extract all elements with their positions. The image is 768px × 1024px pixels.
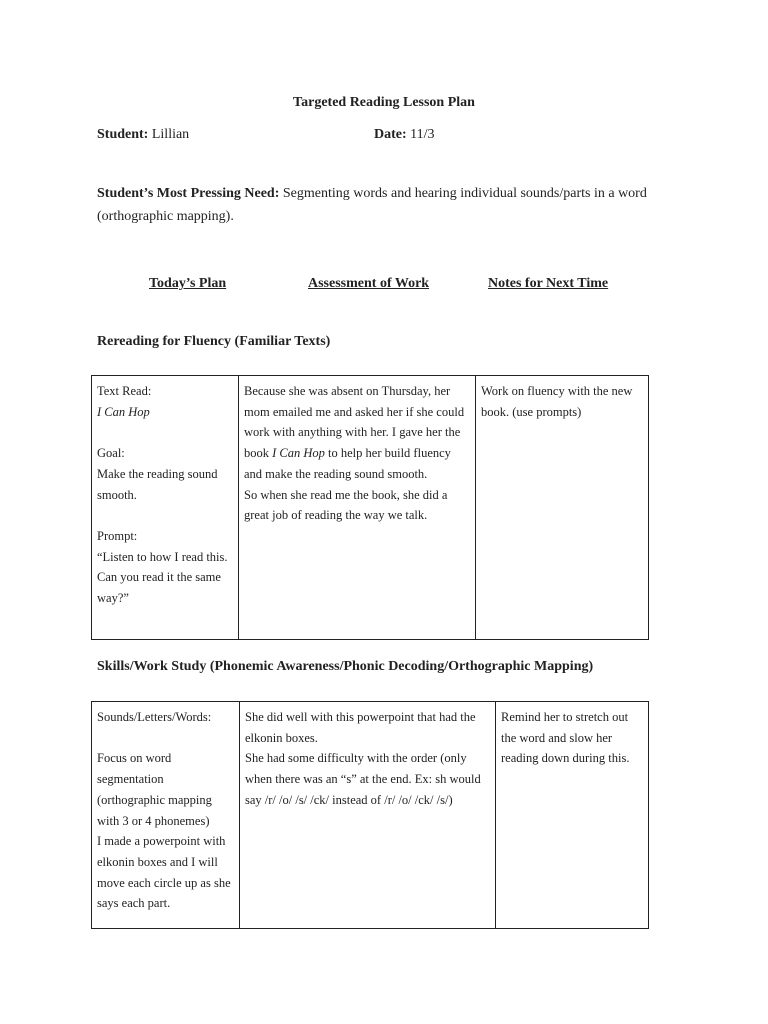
notes-cell xyxy=(476,376,649,640)
todays-plan-cell xyxy=(92,702,240,929)
prompt-text: “Listen to how I read this. Can you read it the same way?” xyxy=(97,549,228,605)
assessment-text: She did well with this powerpoint that had the elkonin boxes. xyxy=(245,710,476,745)
text-read-label: Text Read: xyxy=(97,384,152,398)
skills-table xyxy=(91,701,649,929)
document-title: Targeted Reading Lesson Plan xyxy=(293,95,475,110)
assessment-text: Because she was absent on Thursday, her mom emailed me and asked her if she could work with anything with her. I gave her the book xyxy=(244,384,465,461)
notes-cell xyxy=(496,702,649,929)
assessment-cell xyxy=(239,376,476,640)
sounds-label: Sounds/Letters/Words: xyxy=(97,710,212,724)
book-title: I Can Hop xyxy=(97,404,150,419)
student-label: Student: xyxy=(97,127,149,142)
date-field xyxy=(374,125,435,145)
goal-text: Make the reading sound smooth. xyxy=(97,466,218,502)
fluency-table xyxy=(91,375,649,640)
pressing-need xyxy=(97,182,657,228)
column-heading-todays-plan: Today’s Plan xyxy=(149,276,227,291)
table-row xyxy=(92,702,649,929)
date-value: 11/3 xyxy=(410,127,435,142)
student-field xyxy=(97,125,189,145)
todays-plan-cell xyxy=(92,376,239,640)
assessment-text: So when she read me the book, she did a great job of reading the way we talk. xyxy=(244,487,448,523)
method-text: I made a powerpoint with elkonin boxes and I will move each circle up as she says each part. xyxy=(97,834,231,911)
prompt-label: Prompt: xyxy=(97,528,138,543)
student-name: Lillian xyxy=(151,127,190,142)
notes-text: Work on fluency with the new book. (use prompts) xyxy=(481,384,633,419)
pressing-need-text: Segmenting words and hearing individual sounds/parts in a word (orthographic mapping). xyxy=(97,186,647,224)
assessment-text: to help her build fluency and make the reading sound smooth. xyxy=(244,446,451,481)
column-heading-notes: Notes for Next Time xyxy=(488,276,609,291)
column-heading-assessment: Assessment of Work xyxy=(308,276,430,291)
table-row xyxy=(92,376,649,640)
notes-text: Remind her to stretch out the word and slow her reading down during this. xyxy=(501,710,630,766)
focus-text: Focus on word segmentation (orthographic mapping with 3 or 4 phonemes) xyxy=(97,751,212,828)
assessment-cell xyxy=(240,702,496,929)
date-label: Date: xyxy=(374,127,407,142)
pressing-need-label: Student’s Most Pressing Need: xyxy=(97,186,280,201)
assessment-text: She had some difficulty with the order (only when there was an “s” at the end. Ex: sh would say /r/ /o/ /s/ /ck/ instead of /r/ /o/ /ck/ /s/) xyxy=(245,751,481,807)
section-heading-fluency: Rereading for Fluency (Familiar Texts) xyxy=(97,334,331,349)
goal-label: Goal: xyxy=(97,446,125,461)
section-heading-skills: Skills/Work Study (Phonemic Awareness/Phonic Decoding/Orthographic Mapping) xyxy=(97,659,594,674)
assessment-book-title: I Can Hop xyxy=(272,446,325,461)
